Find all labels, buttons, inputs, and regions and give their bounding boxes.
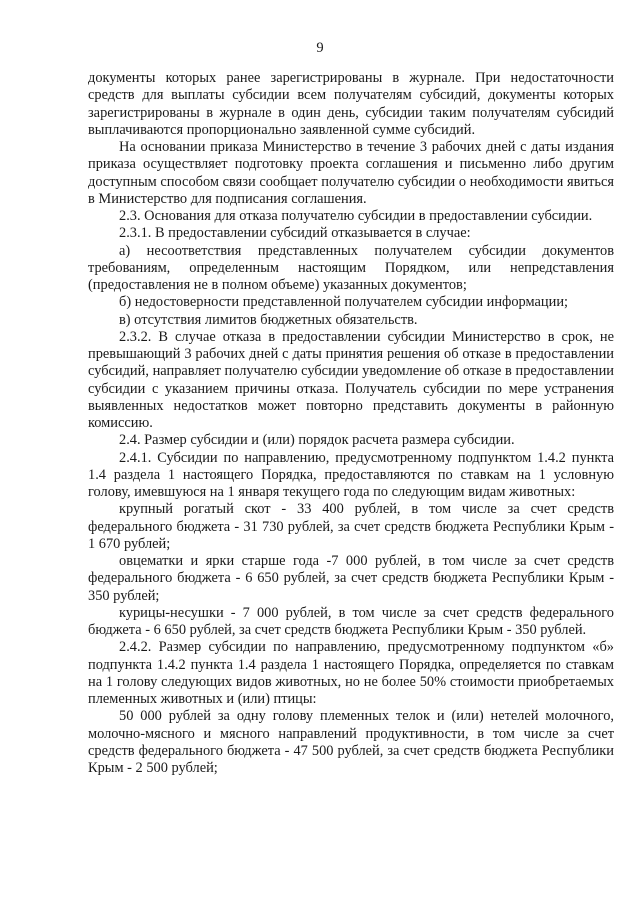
rate-cattle: крупный рогатый скот - 33 400 рублей, в том числе за счет средств федерального бюджета - 31 730 рублей, за счет средств бюджета Республики Крым - 1 670 рублей;	[88, 501, 614, 552]
rate-hens: курицы-несушки - 7 000 рублей, в том числе за счет средств федерального бюджета - 6 650 рублей, за счет средств бюджета Республики Крым - 350 рублей.	[88, 604, 614, 638]
clause-2-3-1: 2.3.1. В предоставлении субсидий отказывается в случае:	[119, 225, 471, 242]
rate-sheep: овцематки и ярки старше года -7 000 рублей, в том числе за счет средств федерального бюджета - 6 650 рублей, за счет средств бюджета Республики Крым - 350 рублей;	[88, 553, 614, 604]
list-item-v: в) отсутствия лимитов бюджетных обязательств.	[119, 311, 418, 328]
page-number: 9	[316, 40, 324, 56]
list-item-b: б) недостоверности представленной получателем субсидии информации;	[119, 294, 569, 311]
list-item-a: а) несоответствия представленных получателем субсидии документов требованиям, определенным настоящим Порядком, или непредставления (предоставления не в полном объеме) указанных документов;	[88, 242, 614, 293]
section-heading-2-4: 2.4. Размер субсидии и (или) порядок расчета размера субсидии.	[119, 432, 515, 449]
document-body	[88, 70, 614, 777]
paragraph-order-basis: На основании приказа Министерство в течение 3 рабочих дней с даты издания приказа осуществляет подготовку проекта соглашения и письменно либо другим доступным способом связи сообщает получателю субсидии о необходимости явиться в Министерство для подписания соглашения.	[88, 139, 614, 207]
clause-2-4-1: 2.4.1. Субсидии по направлению, предусмотренному подпунктом 1.4.2 пункта 1.4 раздела 1 настоящего Порядка, предоставляются по ставкам на 1 условную голову, имевшуюся на 1 января текущего года по следующим видам животных:	[88, 449, 614, 500]
rate-heifers: 50 000 рублей за одну голову племенных телок и (или) нетелей молочного, молочно-мясного и мясного направлений продуктивности, в том числе за счет средств федерального бюджета - 47 500 рублей, за счет средств бюджета Республики Крым - 2 500 рублей;	[88, 708, 614, 776]
clause-2-3-2: 2.3.2. В случае отказа в предоставлении субсидии Министерство в срок, не превышающий 3 рабочих дней с даты принятия решения об отказе в предоставлении субсидий, направляет получателю субсидии уведомление об отказе в предоставлении субсидии с указанием причины отказа. Получатель субсидии по мере устранения выявленных недостатков может повторно представить документы в районную комиссию.	[88, 328, 614, 431]
clause-2-4-2: 2.4.2. Размер субсидии по направлению, предусмотренному подпунктом «б» подпункта 1.4.2 пункта 1.4 раздела 1 настоящего Порядка, определяется по ставкам на 1 голову следующих видов животных, но не более 50% стоимости приобретаемых племенных животных и (или) птицы:	[88, 639, 614, 707]
paragraph-continuation: документы которых ранее зарегистрированы в журнале. При недостаточности средств для выплаты субсидии всем получателям субсидий, документы которых зарегистрированы в журнале в один день, субсидии таким получателям субсидий выплачиваются пропорционально заявленной сумме субсидий.	[88, 70, 614, 138]
section-heading-2-3: 2.3. Основания для отказа получателю субсидии в предоставлении субсидии.	[119, 208, 593, 224]
